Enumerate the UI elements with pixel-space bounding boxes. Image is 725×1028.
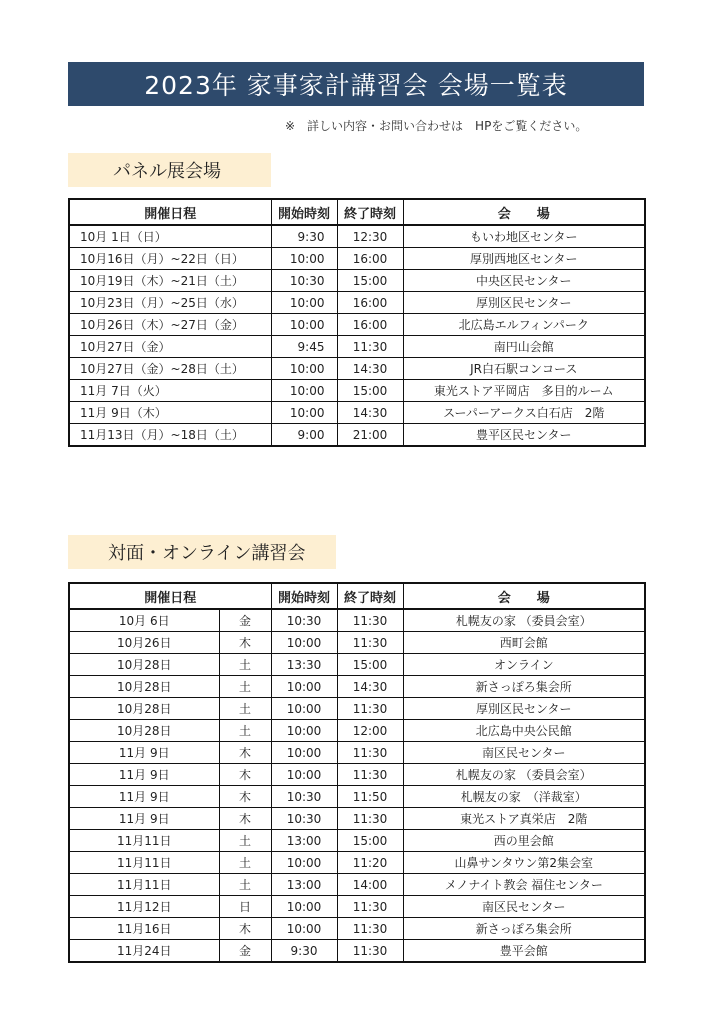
venue-cell: 厚別西地区センター (403, 248, 645, 270)
table-row (69, 336, 645, 358)
date-cell: 11月24日 (69, 940, 219, 963)
table-row (69, 676, 645, 698)
table-row (69, 248, 645, 270)
end-time-cell: 15:00 (337, 380, 403, 402)
date-cell: 10月 1日（日） (69, 225, 271, 248)
day-of-week-cell: 金 (219, 940, 271, 963)
table-row (69, 609, 645, 632)
table-row (69, 764, 645, 786)
end-time-cell: 21:00 (337, 424, 403, 447)
date-cell: 11月12日 (69, 896, 219, 918)
day-of-week-cell: 金 (219, 609, 271, 632)
date-cell: 10月28日 (69, 720, 219, 742)
date-cell: 10月23日（月）~25日（水） (69, 292, 271, 314)
day-of-week-cell: 土 (219, 852, 271, 874)
start-time-cell: 10:00 (271, 248, 337, 270)
header-date: 開催日程 (69, 583, 271, 609)
table-row (69, 314, 645, 336)
start-time-cell: 10:00 (271, 764, 337, 786)
start-time-cell: 10:00 (271, 402, 337, 424)
venue-cell: 豊平区民センター (403, 424, 645, 447)
venue-cell: 東光ストア真栄店 2階 (403, 808, 645, 830)
venue-cell: 厚別区民センター (403, 698, 645, 720)
date-cell: 11月 9日（木） (69, 402, 271, 424)
start-time-cell: 10:00 (271, 632, 337, 654)
table-row (69, 830, 645, 852)
table-row (69, 720, 645, 742)
venue-cell: 山鼻サンタウン第2集会室 (403, 852, 645, 874)
date-cell: 11月 9日 (69, 808, 219, 830)
day-of-week-cell: 土 (219, 654, 271, 676)
table-header-row (69, 583, 645, 609)
header-venue: 会 場 (403, 583, 645, 609)
header-end: 終了時刻 (337, 199, 403, 225)
start-time-cell: 9:30 (271, 940, 337, 963)
start-time-cell: 10:30 (271, 786, 337, 808)
venue-cell: 中央区民センター (403, 270, 645, 292)
venue-cell: スーパーアークス白石店 2階 (403, 402, 645, 424)
table-row (69, 380, 645, 402)
day-of-week-cell: 土 (219, 676, 271, 698)
table-row (69, 424, 645, 447)
table-row (69, 358, 645, 380)
venue-cell: もいわ地区センター (403, 225, 645, 248)
venue-cell: 札幌友の家 （委員会室） (403, 764, 645, 786)
end-time-cell: 11:30 (337, 609, 403, 632)
date-cell: 10月28日 (69, 676, 219, 698)
venue-cell: 厚別区民センター (403, 292, 645, 314)
header-venue: 会 場 (403, 199, 645, 225)
table-row (69, 874, 645, 896)
table-row (69, 402, 645, 424)
date-cell: 11月11日 (69, 874, 219, 896)
start-time-cell: 10:00 (271, 314, 337, 336)
end-time-cell: 16:00 (337, 248, 403, 270)
end-time-cell: 11:30 (337, 742, 403, 764)
header-end: 終了時刻 (337, 583, 403, 609)
start-time-cell: 10:00 (271, 742, 337, 764)
start-time-cell: 9:00 (271, 424, 337, 447)
start-time-cell: 10:00 (271, 292, 337, 314)
venue-cell: 西の里会館 (403, 830, 645, 852)
date-cell: 10月28日 (69, 698, 219, 720)
table-header-row (69, 199, 645, 225)
start-time-cell: 10:30 (271, 270, 337, 292)
date-cell: 11月16日 (69, 918, 219, 940)
venue-cell: 東光ストア平岡店 多目的ルーム (403, 380, 645, 402)
date-cell: 11月 7日（火） (69, 380, 271, 402)
page-title: 2023年 家事家計講習会 会場一覧表 (68, 62, 644, 106)
venue-cell: JR白石駅コンコース (403, 358, 645, 380)
header-start: 開始時刻 (271, 583, 337, 609)
date-cell: 11月11日 (69, 830, 219, 852)
info-note: ※ 詳しい内容・お問い合わせは HPをご覧ください。 (285, 119, 588, 133)
start-time-cell: 13:30 (271, 654, 337, 676)
end-time-cell: 14:30 (337, 358, 403, 380)
end-time-cell: 11:50 (337, 786, 403, 808)
venue-cell: 札幌友の家 （洋裁室） (403, 786, 645, 808)
end-time-cell: 11:20 (337, 852, 403, 874)
start-time-cell: 9:30 (271, 225, 337, 248)
end-time-cell: 11:30 (337, 698, 403, 720)
start-time-cell: 10:00 (271, 676, 337, 698)
table-row (69, 270, 645, 292)
date-cell: 10月27日（金）~28日（土） (69, 358, 271, 380)
day-of-week-cell: 木 (219, 918, 271, 940)
table-row (69, 225, 645, 248)
end-time-cell: 11:30 (337, 896, 403, 918)
start-time-cell: 10:00 (271, 720, 337, 742)
end-time-cell: 16:00 (337, 314, 403, 336)
venue-cell: 西町会館 (403, 632, 645, 654)
venue-cell: 南区民センター (403, 896, 645, 918)
end-time-cell: 11:30 (337, 336, 403, 358)
start-time-cell: 10:00 (271, 852, 337, 874)
end-time-cell: 11:30 (337, 764, 403, 786)
table-row (69, 852, 645, 874)
panel-exhibition-table (68, 198, 646, 447)
venue-cell: 南区民センター (403, 742, 645, 764)
header-start: 開始時刻 (271, 199, 337, 225)
table-row (69, 918, 645, 940)
venue-cell: メノナイト教会 福住センター (403, 874, 645, 896)
table-row (69, 654, 645, 676)
start-time-cell: 9:45 (271, 336, 337, 358)
day-of-week-cell: 木 (219, 764, 271, 786)
date-cell: 11月13日（月）~18日（土） (69, 424, 271, 447)
table-row (69, 698, 645, 720)
table-row (69, 292, 645, 314)
date-cell: 11月 9日 (69, 764, 219, 786)
end-time-cell: 14:00 (337, 874, 403, 896)
table-row (69, 786, 645, 808)
date-cell: 10月28日 (69, 654, 219, 676)
venue-cell: 南円山会館 (403, 336, 645, 358)
table-row (69, 896, 645, 918)
start-time-cell: 10:30 (271, 609, 337, 632)
section-panel-exhibition-label: パネル展会場 (68, 153, 271, 187)
day-of-week-cell: 土 (219, 720, 271, 742)
end-time-cell: 11:30 (337, 632, 403, 654)
end-time-cell: 11:30 (337, 940, 403, 963)
date-cell: 11月 9日 (69, 786, 219, 808)
day-of-week-cell: 木 (219, 742, 271, 764)
date-cell: 10月26日 (69, 632, 219, 654)
venue-cell: 札幌友の家 （委員会室） (403, 609, 645, 632)
end-time-cell: 15:00 (337, 654, 403, 676)
end-time-cell: 16:00 (337, 292, 403, 314)
venue-cell: 豊平会館 (403, 940, 645, 963)
day-of-week-cell: 木 (219, 808, 271, 830)
header-date: 開催日程 (69, 199, 271, 225)
end-time-cell: 11:30 (337, 918, 403, 940)
date-cell: 11月11日 (69, 852, 219, 874)
table-row (69, 808, 645, 830)
end-time-cell: 14:30 (337, 676, 403, 698)
day-of-week-cell: 木 (219, 632, 271, 654)
start-time-cell: 10:00 (271, 698, 337, 720)
day-of-week-cell: 土 (219, 874, 271, 896)
lecture-table (68, 582, 646, 963)
end-time-cell: 12:30 (337, 225, 403, 248)
start-time-cell: 10:00 (271, 896, 337, 918)
venue-cell: 新さっぽろ集会所 (403, 676, 645, 698)
date-cell: 10月 6日 (69, 609, 219, 632)
venue-cell: 北広島エルフィンパーク (403, 314, 645, 336)
table-row (69, 742, 645, 764)
start-time-cell: 10:00 (271, 358, 337, 380)
date-cell: 10月16日（月）~22日（日） (69, 248, 271, 270)
day-of-week-cell: 日 (219, 896, 271, 918)
start-time-cell: 10:30 (271, 808, 337, 830)
end-time-cell: 15:00 (337, 830, 403, 852)
venue-cell: 新さっぽろ集会所 (403, 918, 645, 940)
date-cell: 10月26日（木）~27日（金） (69, 314, 271, 336)
table-row (69, 632, 645, 654)
day-of-week-cell: 土 (219, 698, 271, 720)
day-of-week-cell: 土 (219, 830, 271, 852)
end-time-cell: 15:00 (337, 270, 403, 292)
day-of-week-cell: 木 (219, 786, 271, 808)
start-time-cell: 13:00 (271, 874, 337, 896)
start-time-cell: 13:00 (271, 830, 337, 852)
section-lecture-label: 対面・オンライン講習会 (68, 535, 336, 569)
end-time-cell: 14:30 (337, 402, 403, 424)
date-cell: 11月 9日 (69, 742, 219, 764)
start-time-cell: 10:00 (271, 918, 337, 940)
table-row (69, 940, 645, 963)
end-time-cell: 11:30 (337, 808, 403, 830)
venue-cell: 北広島中央公民館 (403, 720, 645, 742)
start-time-cell: 10:00 (271, 380, 337, 402)
date-cell: 10月19日（木）~21日（土） (69, 270, 271, 292)
date-cell: 10月27日（金） (69, 336, 271, 358)
venue-cell: オンライン (403, 654, 645, 676)
end-time-cell: 12:00 (337, 720, 403, 742)
